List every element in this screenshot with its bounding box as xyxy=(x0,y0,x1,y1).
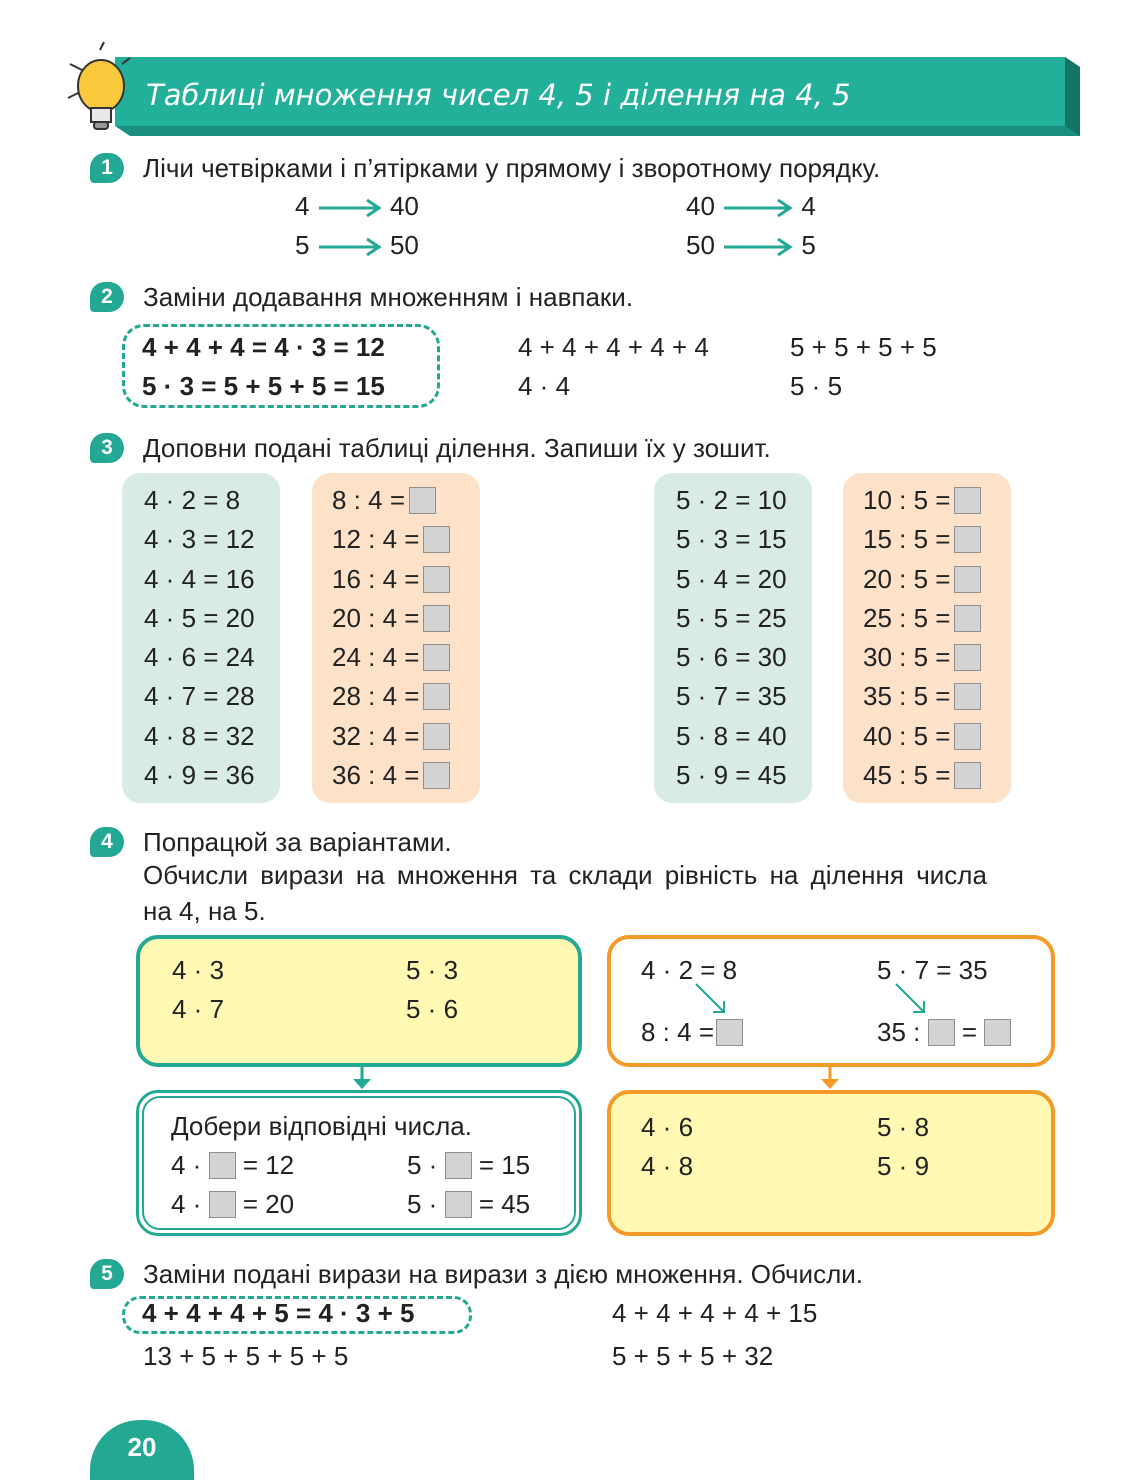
variant2-example-box xyxy=(607,935,1055,1067)
multiplication-row: 4 · 3 = 12 xyxy=(144,524,255,555)
division-row: 35 : 5 = xyxy=(863,677,1011,716)
multiplication-row: 5 · 7 = 35 xyxy=(676,681,787,712)
answer-box[interactable] xyxy=(954,762,981,789)
fill-row: 4 · = 12 xyxy=(171,1150,295,1180)
answer-box[interactable] xyxy=(423,605,450,632)
arrow-hint-icon xyxy=(693,981,729,1017)
fill-row: 4 · = 20 xyxy=(171,1189,295,1219)
task-number-badge: 3 xyxy=(90,433,124,463)
division-row: 30 : 5 = xyxy=(863,638,1011,677)
multiplication-row: 4 · 7 = 28 xyxy=(144,681,255,712)
multiplication-row: 5 · 2 = 10 xyxy=(676,485,787,515)
answer-box[interactable] xyxy=(954,487,981,514)
answer-box[interactable] xyxy=(409,487,436,514)
arrow-down-icon xyxy=(818,1067,842,1091)
arrow-right-icon xyxy=(317,237,383,257)
count-row: 5 50 xyxy=(295,230,419,260)
arrow-down-icon xyxy=(350,1067,374,1091)
answer-box[interactable] xyxy=(423,526,450,553)
task3-text: Доповни подані таблиці ділення. Запиши їх у зошит. xyxy=(143,433,771,463)
answer-box[interactable] xyxy=(423,683,450,710)
multiplication-row: 4 · 2 = 8 xyxy=(144,485,241,515)
division-row: 36 : 4 = xyxy=(332,756,480,795)
arrow-right-icon xyxy=(722,237,794,257)
division-row: 40 : 5 = xyxy=(863,717,1011,756)
answer-box[interactable] xyxy=(928,1019,955,1046)
fill-row: 5 · = 45 xyxy=(407,1189,531,1219)
task4-text: на 4, на 5. xyxy=(143,896,266,926)
multiplication-row: 5 · 5 = 25 xyxy=(676,602,787,633)
example-line: 4 + 4 + 4 = 4 · 3 = 12 xyxy=(142,332,385,362)
multiplication-row: 4 · 4 = 16 xyxy=(144,563,255,594)
task5-text: Заміни подані вирази на вирази з дією множення. Обчисли. xyxy=(143,1259,864,1289)
answer-box[interactable] xyxy=(423,723,450,750)
division-table-5 xyxy=(843,473,1011,803)
division-row: 15 : 5 = xyxy=(863,520,1011,559)
division-table-4 xyxy=(312,473,480,803)
answer-box[interactable] xyxy=(445,1191,472,1218)
division-row: 28 : 4 = xyxy=(332,677,480,716)
multiplication-row: 5 · 3 = 15 xyxy=(676,524,787,555)
answer-box[interactable] xyxy=(954,683,981,710)
division-row: 32 : 4 = xyxy=(332,717,480,756)
equation: 5 · 7 = 35 xyxy=(877,955,988,985)
task-number-badge: 5 xyxy=(90,1259,124,1289)
fill-row: 35 : = xyxy=(877,1017,1011,1048)
answer-box[interactable] xyxy=(716,1019,743,1046)
expression: 5 · 3 xyxy=(406,955,459,985)
answer-box[interactable] xyxy=(984,1019,1011,1046)
expression: 5 · 8 xyxy=(877,1112,930,1142)
expression: 5 + 5 + 5 + 32 xyxy=(612,1341,774,1371)
multiplication-row: 4 · 9 = 36 xyxy=(144,760,255,791)
arrow-right-icon xyxy=(317,198,383,218)
multiplication-row: 5 · 9 = 45 xyxy=(676,760,787,791)
answer-box[interactable] xyxy=(954,526,981,553)
task1-text: Лічи четвірками і п’ятірками у прямому і зворотному порядку. xyxy=(143,153,881,183)
fill-row: 5 · = 15 xyxy=(407,1150,531,1180)
answer-box[interactable] xyxy=(445,1152,472,1179)
arrow-hint-icon xyxy=(893,981,929,1017)
division-row: 20 : 5 = xyxy=(863,560,1011,599)
variant1-fill-box xyxy=(136,1090,582,1236)
answer-box[interactable] xyxy=(209,1152,236,1179)
division-row: 10 : 5 = xyxy=(863,481,1011,520)
multiplication-table-4 xyxy=(122,473,280,803)
task4-text: Обчисли вирази на множення та склади рівність на ділення числа xyxy=(143,860,987,890)
answer-box[interactable] xyxy=(954,566,981,593)
expression: 5 · 9 xyxy=(877,1151,930,1181)
example-line: 5 · 3 = 5 + 5 + 5 = 15 xyxy=(142,371,385,401)
fill-row: 8 : 4 = xyxy=(641,1017,743,1048)
lightbulb-icon xyxy=(76,58,126,139)
task2-text: Заміни додавання множенням і навпаки. xyxy=(143,282,634,312)
expression: 4 · 6 xyxy=(641,1112,694,1142)
task-number-badge: 4 xyxy=(90,827,124,857)
count-row: 50 5 xyxy=(686,230,816,260)
answer-box[interactable] xyxy=(423,644,450,671)
expression: 4 · 4 xyxy=(518,371,571,401)
division-row: 24 : 4 = xyxy=(332,638,480,677)
answer-box[interactable] xyxy=(209,1191,236,1218)
expression: 13 + 5 + 5 + 5 + 5 xyxy=(143,1341,349,1371)
task-number-badge: 2 xyxy=(90,282,124,312)
variant2-tasks-box xyxy=(607,1090,1055,1236)
count-row: 40 4 xyxy=(686,191,816,221)
division-row: 45 : 5 = xyxy=(863,756,1011,795)
multiplication-row: 5 · 4 = 20 xyxy=(676,563,787,594)
equation: 4 · 2 = 8 xyxy=(641,955,738,985)
count-row: 4 40 xyxy=(295,191,419,221)
expression: 4 · 3 xyxy=(172,955,225,985)
division-row: 25 : 5 = xyxy=(863,599,1011,638)
expression: 4 + 4 + 4 + 4 + 4 xyxy=(518,332,709,362)
division-row: 16 : 4 = xyxy=(332,560,480,599)
page-number: 20 xyxy=(127,1432,157,1462)
division-row: 8 : 4 = xyxy=(332,481,480,520)
multiplication-row: 5 · 6 = 30 xyxy=(676,642,787,673)
multiplication-row: 4 · 6 = 24 xyxy=(144,642,255,673)
example-line: 4 + 4 + 4 + 5 = 4 · 3 + 5 xyxy=(142,1298,415,1328)
task-number-badge: 1 xyxy=(90,153,124,183)
arrow-right-icon xyxy=(722,198,794,218)
expression: 5 + 5 + 5 + 5 xyxy=(790,332,937,362)
expression: 5 · 5 xyxy=(790,371,843,401)
multiplication-row: 5 · 8 = 40 xyxy=(676,720,787,751)
instruction: Добери відповідні числа. xyxy=(171,1111,472,1141)
answer-box[interactable] xyxy=(423,566,450,593)
expression: 5 · 6 xyxy=(406,994,459,1024)
division-row: 20 : 4 = xyxy=(332,599,480,638)
task4-text: Попрацюй за варіантами. xyxy=(143,827,452,857)
multiplication-row: 4 · 5 = 20 xyxy=(144,602,255,633)
variant1-tasks-box xyxy=(136,935,582,1067)
expression: 4 · 7 xyxy=(172,994,225,1024)
expression: 4 · 8 xyxy=(641,1151,694,1181)
page-title: Таблиці множення чисел 4, 5 і ділення на 4, 5 xyxy=(146,78,851,112)
division-row: 12 : 4 = xyxy=(332,520,480,559)
multiplication-table-5 xyxy=(654,473,812,803)
answer-box[interactable] xyxy=(954,723,981,750)
answer-box[interactable] xyxy=(954,605,981,632)
answer-box[interactable] xyxy=(423,762,450,789)
multiplication-row: 4 · 8 = 32 xyxy=(144,720,255,751)
answer-box[interactable] xyxy=(954,644,981,671)
expression: 4 + 4 + 4 + 4 + 15 xyxy=(612,1298,818,1328)
